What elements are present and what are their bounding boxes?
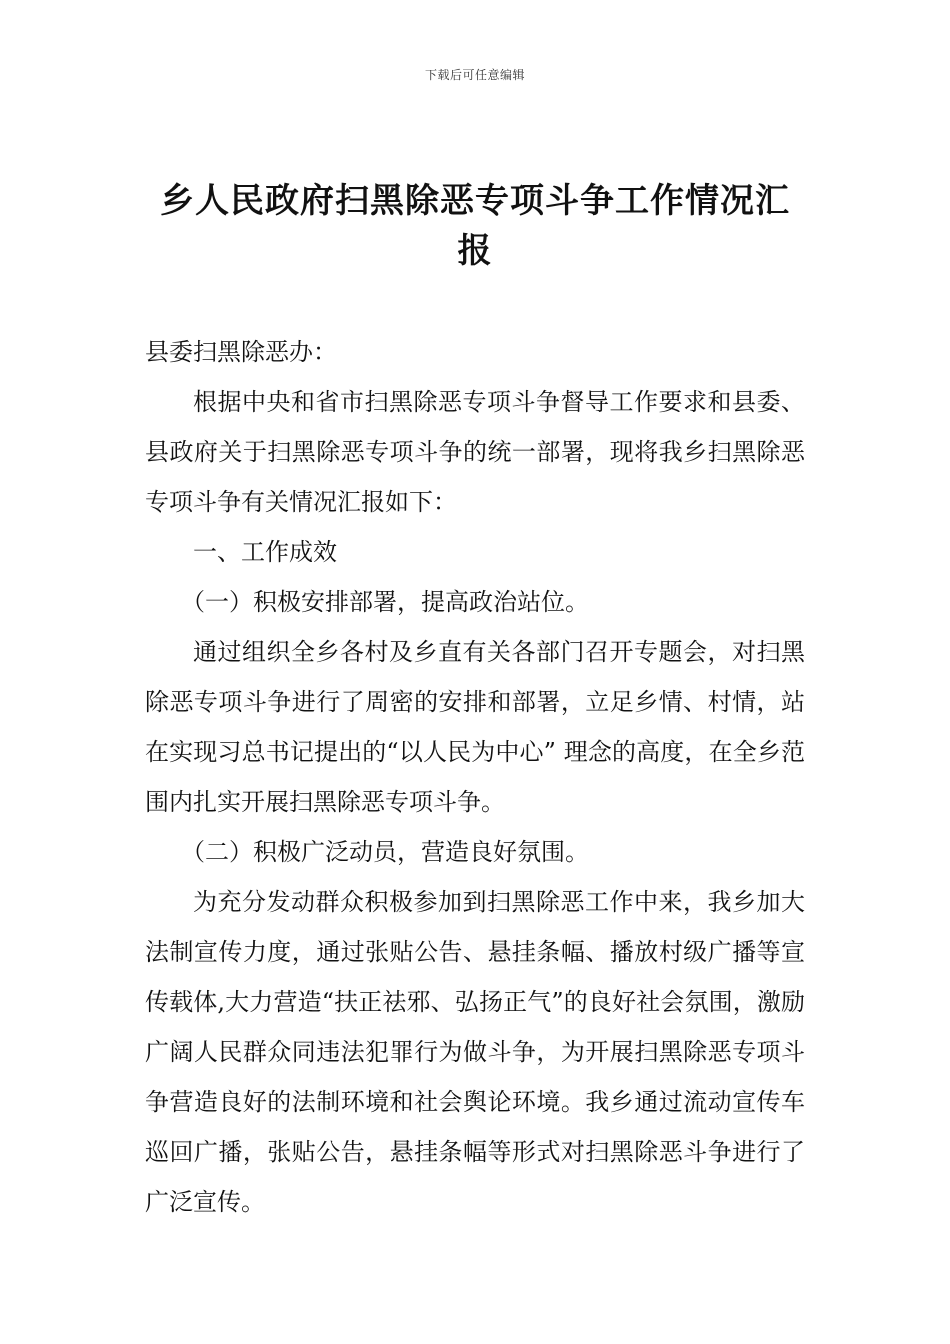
section-heading-1: 一、工作成效 [193, 538, 337, 566]
document-title: 乡人民政府扫黑除恶专项斗争工作情况汇报 [160, 181, 790, 271]
header-note: 下载后可任意编辑 [424, 68, 525, 82]
document-body [145, 327, 805, 1227]
subsection-body-2: 为充分发动群众积极参加到扫黑除恶工作中来，我乡加大法制宣传力度，通过张贴公告、悬挂条幅、播放村级广播等宣传载体,大力营造“扶正祛邪、弘扬正气”的良好社会氛围，激励广阔人民群众同违法犯罪行为做斗争，为开展扫黑除恶专项斗争营造良好的法制环境和社会舆论环境。我乡通过流动宣传车巡回广播，张贴公告，悬挂条幅等形式对扫黑除恶斗争进行了广泛宣传。 [145, 888, 805, 1216]
salutation: 县委扫黑除恶办： [145, 338, 337, 366]
subsection-heading-2: （二）积极广泛动员，营造良好氛围。 [181, 838, 589, 866]
subsection-body-1: 通过组织全乡各村及乡直有关各部门召开专题会，对扫黑除恶专项斗争进行了周密的安排和部署，立足乡情、村情，站在实现习总书记提出的“以人民为中心” 理念的高度，在全乡范围内扎实开展扫黑除恶专项斗争。 [145, 638, 805, 816]
intro-paragraph: 根据中央和省市扫黑除恶专项斗争督导工作要求和县委、县政府关于扫黑除恶专项斗争的统一部署，现将我乡扫黑除恶专项斗争有关情况汇报如下： [145, 388, 805, 516]
subsection-heading-1: （一）积极安排部署，提高政治站位。 [181, 588, 589, 616]
